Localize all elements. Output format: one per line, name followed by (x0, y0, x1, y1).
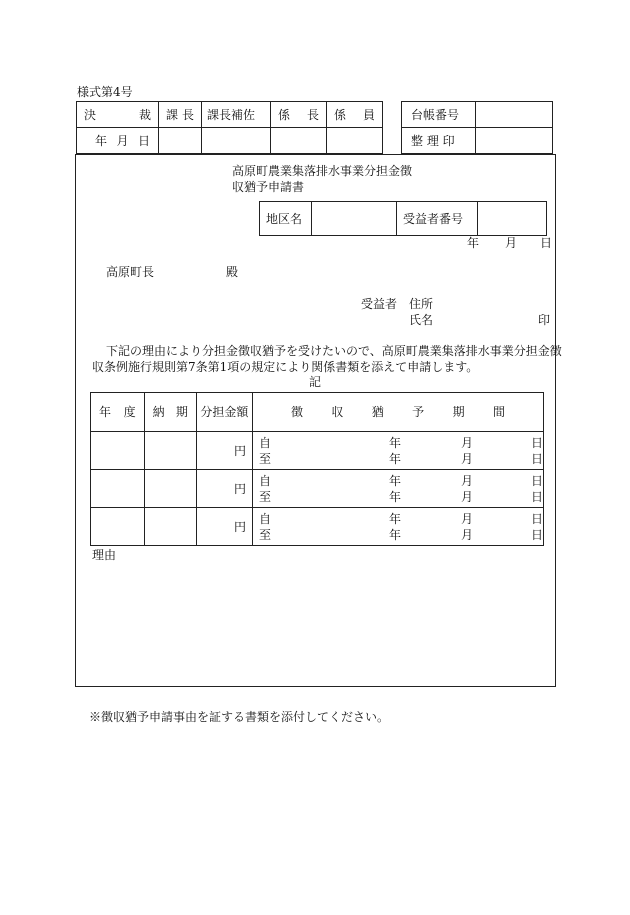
beneficiary-number-field[interactable] (478, 202, 547, 236)
addressee-name: 高原町長 (106, 265, 155, 279)
approval-table (76, 101, 383, 154)
district-table (259, 201, 547, 236)
year-field[interactable] (91, 470, 145, 508)
year-field[interactable] (91, 432, 145, 470)
district-field[interactable] (312, 202, 397, 236)
seal-field[interactable] (476, 128, 553, 154)
amount-field[interactable]: 円 (196, 432, 252, 470)
date-day-label: 日 (540, 236, 553, 250)
header-payment-period: 納 期 (144, 393, 196, 432)
year-field[interactable] (91, 508, 145, 546)
header-year: 年 度 (91, 393, 145, 432)
reason-label: 理由 (92, 548, 117, 562)
ledger-number-field[interactable] (476, 102, 553, 128)
stamp-box[interactable] (271, 128, 327, 154)
ledger-table (401, 101, 553, 154)
header-amount: 分担金額 (196, 393, 252, 432)
header-deferral-period: 徴 収 猶 予 期 間 (253, 393, 544, 432)
form-number: 様式第4号 (77, 85, 133, 99)
table-row (91, 470, 544, 508)
body-line-2: 収条例施行規則第7条第1項の規定により関係書類を添えて申請します。 (92, 360, 479, 374)
stamp-box[interactable] (327, 128, 383, 154)
deferral-schedule-table (90, 392, 544, 546)
deferral-period-field[interactable]: 自 年 月 日 至 年 月 日 (253, 432, 544, 470)
applicant-label: 受益者 (361, 297, 398, 311)
table-row (91, 432, 544, 470)
staff-cell: 係 員 (327, 102, 383, 128)
table-row (91, 508, 544, 546)
amount-field[interactable]: 円 (196, 470, 252, 508)
decision-cell: 決 裁 (77, 102, 159, 128)
stamp-box[interactable] (202, 128, 271, 154)
name-label: 氏名 (409, 313, 434, 327)
title-line-1: 高原町農業集落排水事業分担金徴 (232, 164, 413, 178)
ki-heading: 記 (309, 375, 322, 389)
footnote: ※徴収猶予申請事由を証する書類を添付してください。 (89, 710, 390, 724)
stamp-box[interactable] (159, 128, 202, 154)
payment-period-field[interactable] (144, 470, 196, 508)
district-label: 地区名 (260, 202, 312, 236)
section-chief-cell: 課 長 (159, 102, 202, 128)
amount-field[interactable]: 円 (196, 508, 252, 546)
payment-period-field[interactable] (144, 432, 196, 470)
addressee-honorific: 殿 (226, 265, 239, 279)
approval-date-cell: 年 月 日 (77, 128, 159, 154)
deferral-period-field[interactable]: 自 年 月 日 至 年 月 日 (253, 470, 544, 508)
beneficiary-number-label: 受益者番号 (397, 202, 478, 236)
deputy-chief-cell: 課長補佐 (202, 102, 271, 128)
ledger-number-label: 台帳番号 (402, 102, 476, 128)
body-line-1: 下記の理由により分担金徴収猶予を受けたいので、高原町農業集落排水事業分担金徴 (106, 344, 562, 358)
date-year-label: 年 (467, 236, 480, 250)
reason-field[interactable] (92, 566, 542, 681)
date-month-label: 月 (505, 236, 518, 250)
applicant-seal: 印 (538, 313, 551, 327)
address-label: 住所 (409, 297, 434, 311)
seal-label: 整 理 印 (402, 128, 476, 154)
payment-period-field[interactable] (144, 508, 196, 546)
deferral-period-field[interactable]: 自 年 月 日 至 年 月 日 (253, 508, 544, 546)
subsection-chief-cell: 係 長 (271, 102, 327, 128)
title-line-2: 収猶予申請書 (232, 180, 305, 194)
